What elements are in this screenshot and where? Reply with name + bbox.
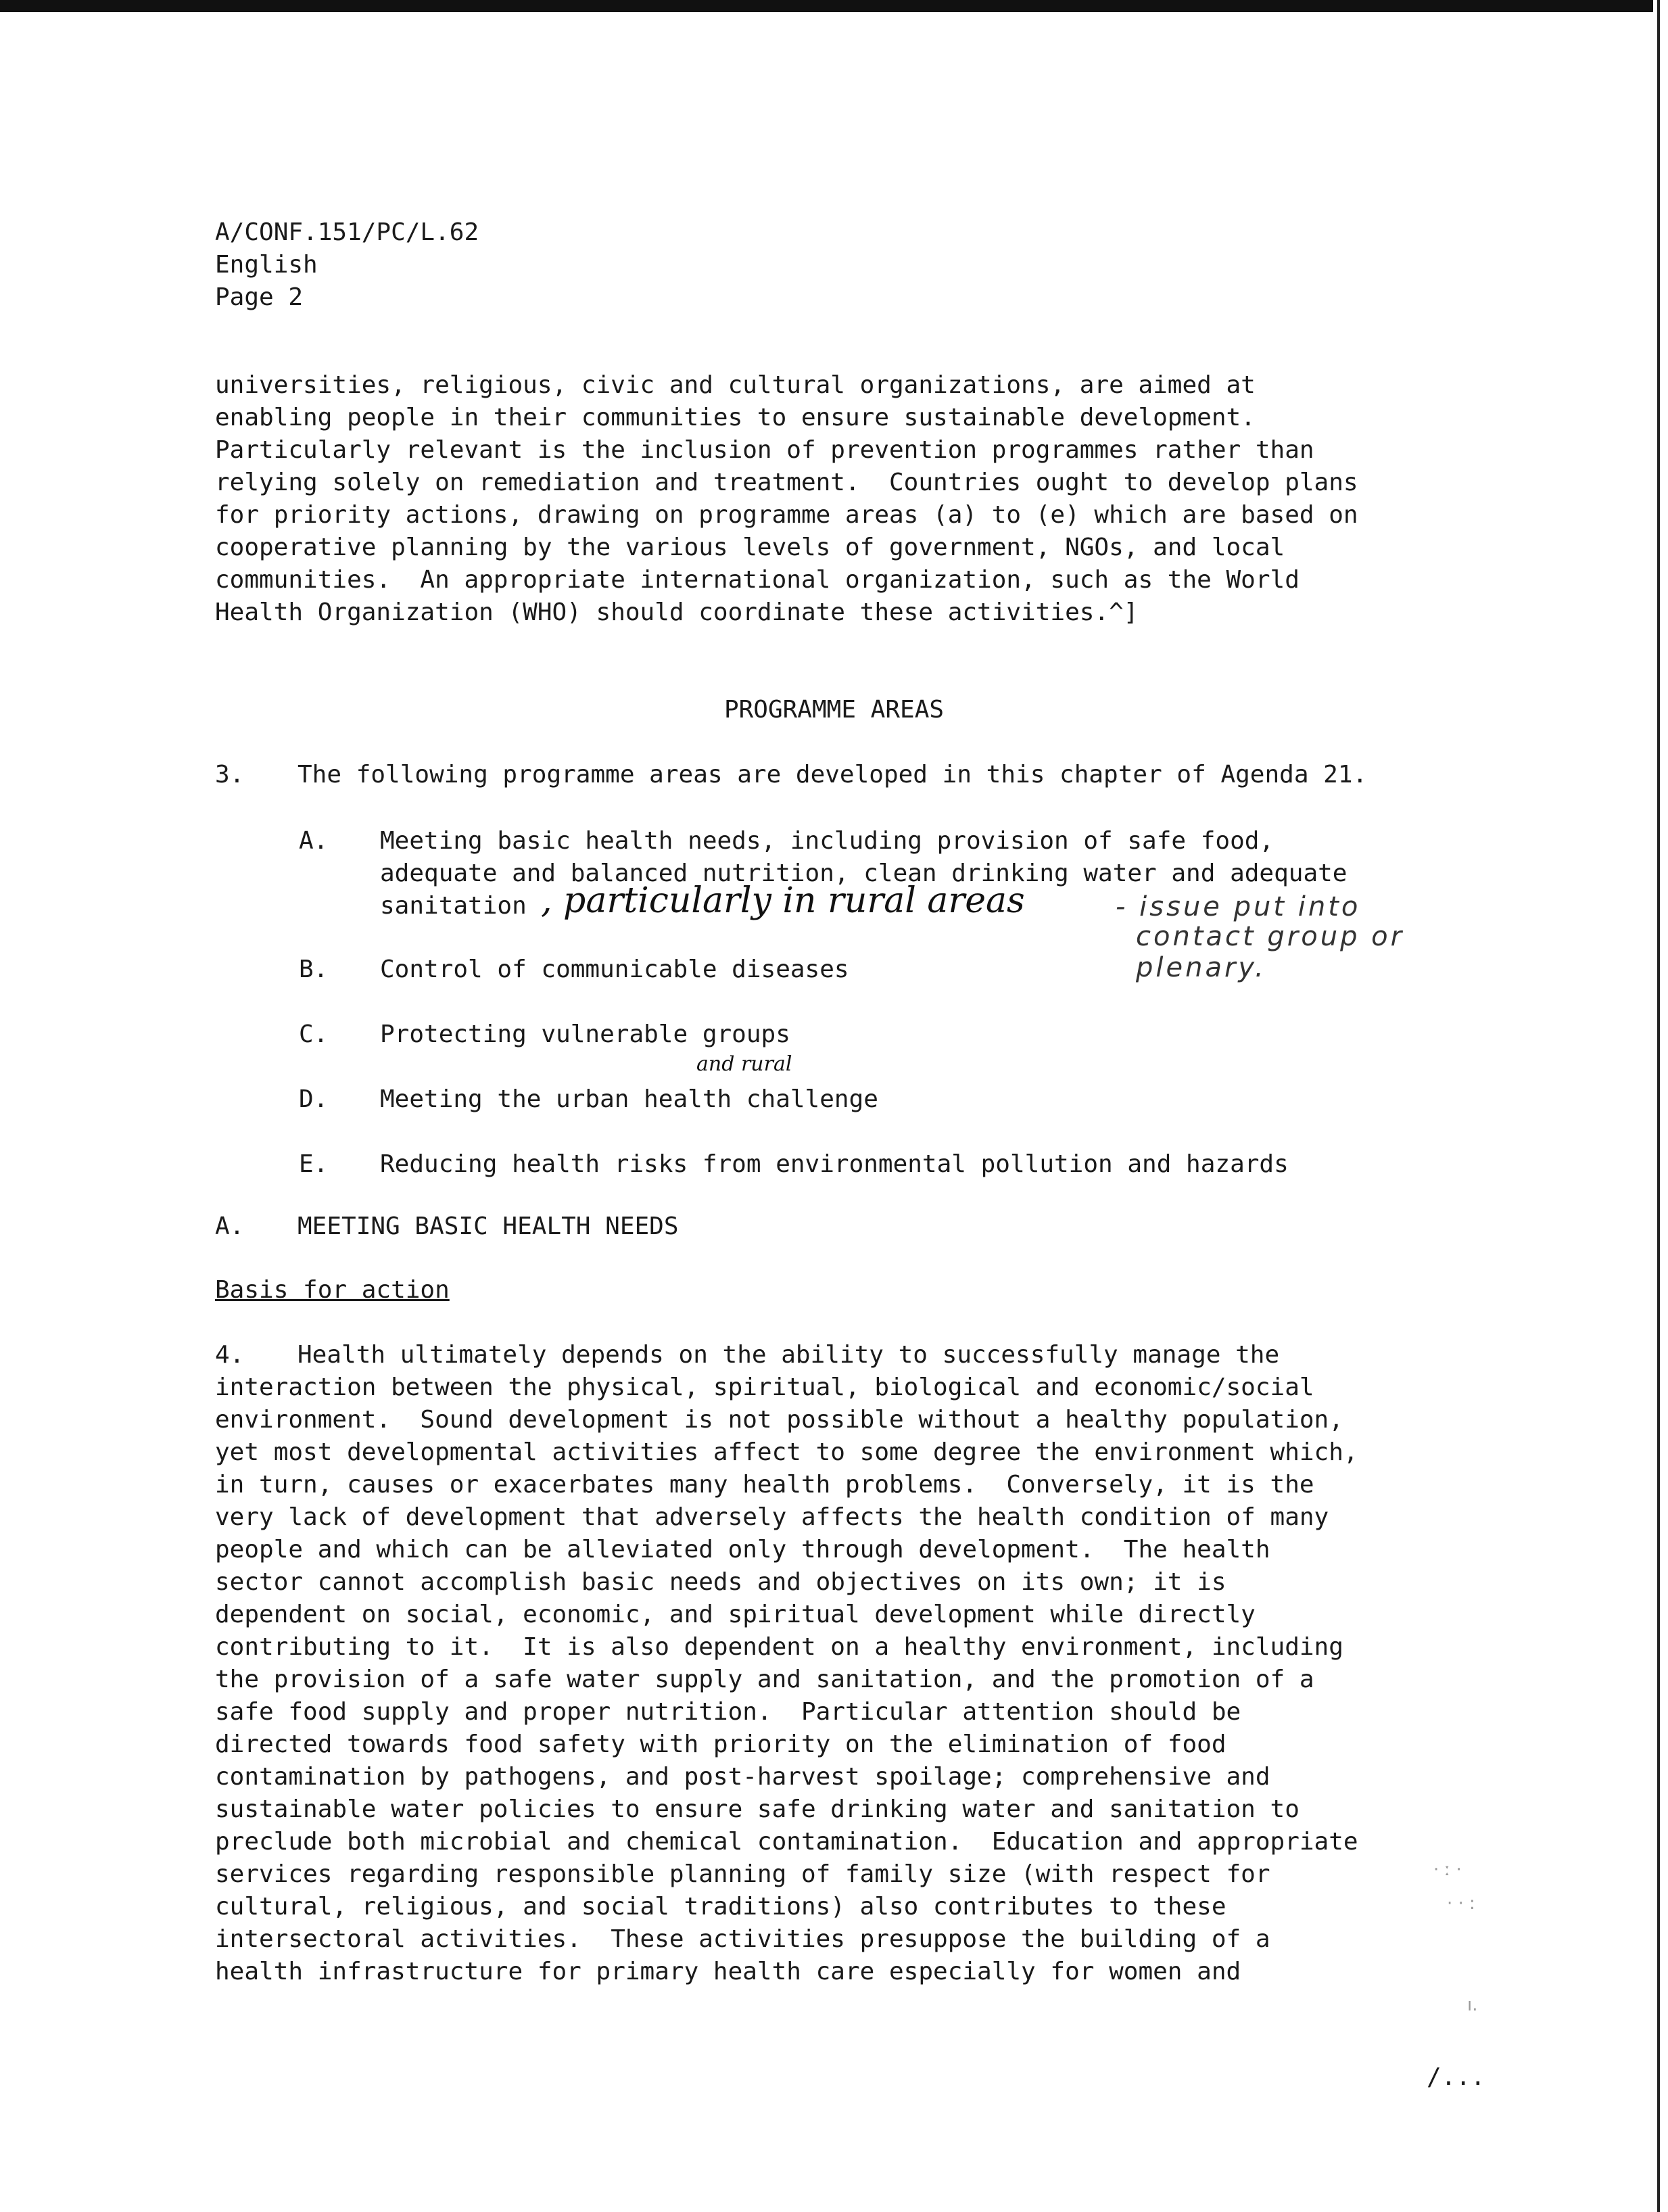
handwritten-insert-rural-areas: , particularly in rural areas [541,880,1025,921]
para-4-line: dependent on social, economic, and spiritual development while directly [215,1601,1256,1628]
intro-line: Health Organization (WHO) should coordinate these activities.^] [215,598,1139,626]
item-a-line: sanitation [380,892,527,920]
section-a-title: MEETING BASIC HEALTH NEEDS [297,1213,679,1240]
item-d-text: Meeting the urban health challenge [380,1085,878,1113]
intro-line: enabling people in their communities to ensure sustainable development. [215,404,1256,431]
intro-line: relying solely on remediation and treatment. Countries ought to develop plans [215,469,1358,496]
section-a-letter: A. [215,1213,245,1240]
item-c-letter: C. [299,1020,329,1048]
programme-areas-heading: PROGRAMME AREAS [723,696,945,724]
intro-line: communities. An appropriate international organization, such as the World [215,566,1300,594]
para-4-number: 4. [215,1341,245,1369]
para-4-line: interaction between the physical, spiritual, biological and economic/social [215,1373,1314,1401]
item-b-letter: B. [299,956,329,983]
para-4-line: contamination by pathogens, and post-harvest spoilage; comprehensive and [215,1763,1270,1791]
basis-for-action-heading: Basis for action [215,1276,450,1304]
continuation-marker: /... [1427,2063,1485,2091]
item-c-text: Protecting vulnerable groups [380,1020,790,1048]
para-4-line: directed towards food safety with priority on the elimination of food [215,1731,1226,1758]
para-4-line: sustainable water policies to ensure safe drinking water and sanitation to [215,1795,1300,1823]
para-4-line: safe food supply and proper nutrition. Particular attention should be [215,1698,1241,1726]
para-4-line: the provision of a safe water supply and sanitation, and the promotion of a [215,1666,1314,1693]
para-4-line: services regarding responsible planning of family size (with respect for [215,1860,1270,1888]
item-a-line: adequate and balanced nutrition, clean drinking water and adequate [380,860,1348,887]
para-4-line: preclude both microbial and chemical contamination. Education and appropriate [215,1828,1358,1856]
item-e-text: Reducing health risks from environmental pollution and hazards [380,1150,1289,1178]
page-number: Page 2 [215,283,304,311]
para-4-line: yet most developmental activities affect to some degree the environment which, [215,1438,1358,1466]
para-4-line: people and which can be alleviated only through development. The health [215,1536,1270,1563]
para-4-line: intersectoral activities. These activities presuppose the building of a [215,1925,1270,1953]
item-e-letter: E. [299,1150,329,1178]
doc-language: English [215,251,318,279]
handwritten-margin-note: contact group or [1136,921,1405,952]
item-d-letter: D. [299,1085,329,1113]
intro-line: Particularly relevant is the inclusion of prevention programmes rather than [215,436,1314,464]
para-3-text: The following programme areas are developed in this chapter of Agenda 21. [297,761,1368,789]
scan-top-edge [0,0,1668,12]
doc-symbol: A/CONF.151/PC/L.62 [215,218,479,246]
item-a-line: Meeting basic health needs, including provision of safe food, [380,827,1274,855]
item-b-text: Control of communicable diseases [380,956,849,983]
item-a-letter: A. [299,827,329,855]
para-4-line: very lack of development that adversely affects the health condition of many [215,1503,1329,1531]
para-3-number: 3. [215,761,245,789]
handwritten-margin-note: plenary. [1136,952,1266,983]
intro-line: cooperative planning by the various levels of government, NGOs, and local [215,534,1285,561]
scan-right-edge [1653,0,1668,2212]
scan-smudge: · · : [1447,1893,1475,1914]
handwritten-margin-note: - issue put into [1116,891,1361,922]
handwritten-insert-and-rural: and rural [696,1052,792,1076]
para-4-line: health infrastructure for primary health care especially for women and [215,1958,1241,1985]
para-4-line: environment. Sound development is not possible without a healthy population, [215,1406,1343,1434]
para-4-line: cultural, religious, and social traditions) also contributes to these [215,1893,1226,1921]
para-4-line: sector cannot accomplish basic needs and objectives on its own; it is [215,1568,1226,1596]
scan-smudge: ı. [1467,1995,1478,2015]
scan-smudge: · ː · [1433,1860,1462,1880]
para-4-line: Health ultimately depends on the ability to successfully manage the [297,1341,1280,1369]
intro-line: universities, religious, civic and cultural organizations, are aimed at [215,371,1256,399]
para-4-line: contributing to it. It is also dependent on a healthy environment, including [215,1633,1343,1661]
para-4-line: in turn, causes or exacerbates many health problems. Conversely, it is the [215,1471,1314,1499]
intro-line: for priority actions, drawing on programme areas (a) to (e) which are based on [215,501,1358,529]
